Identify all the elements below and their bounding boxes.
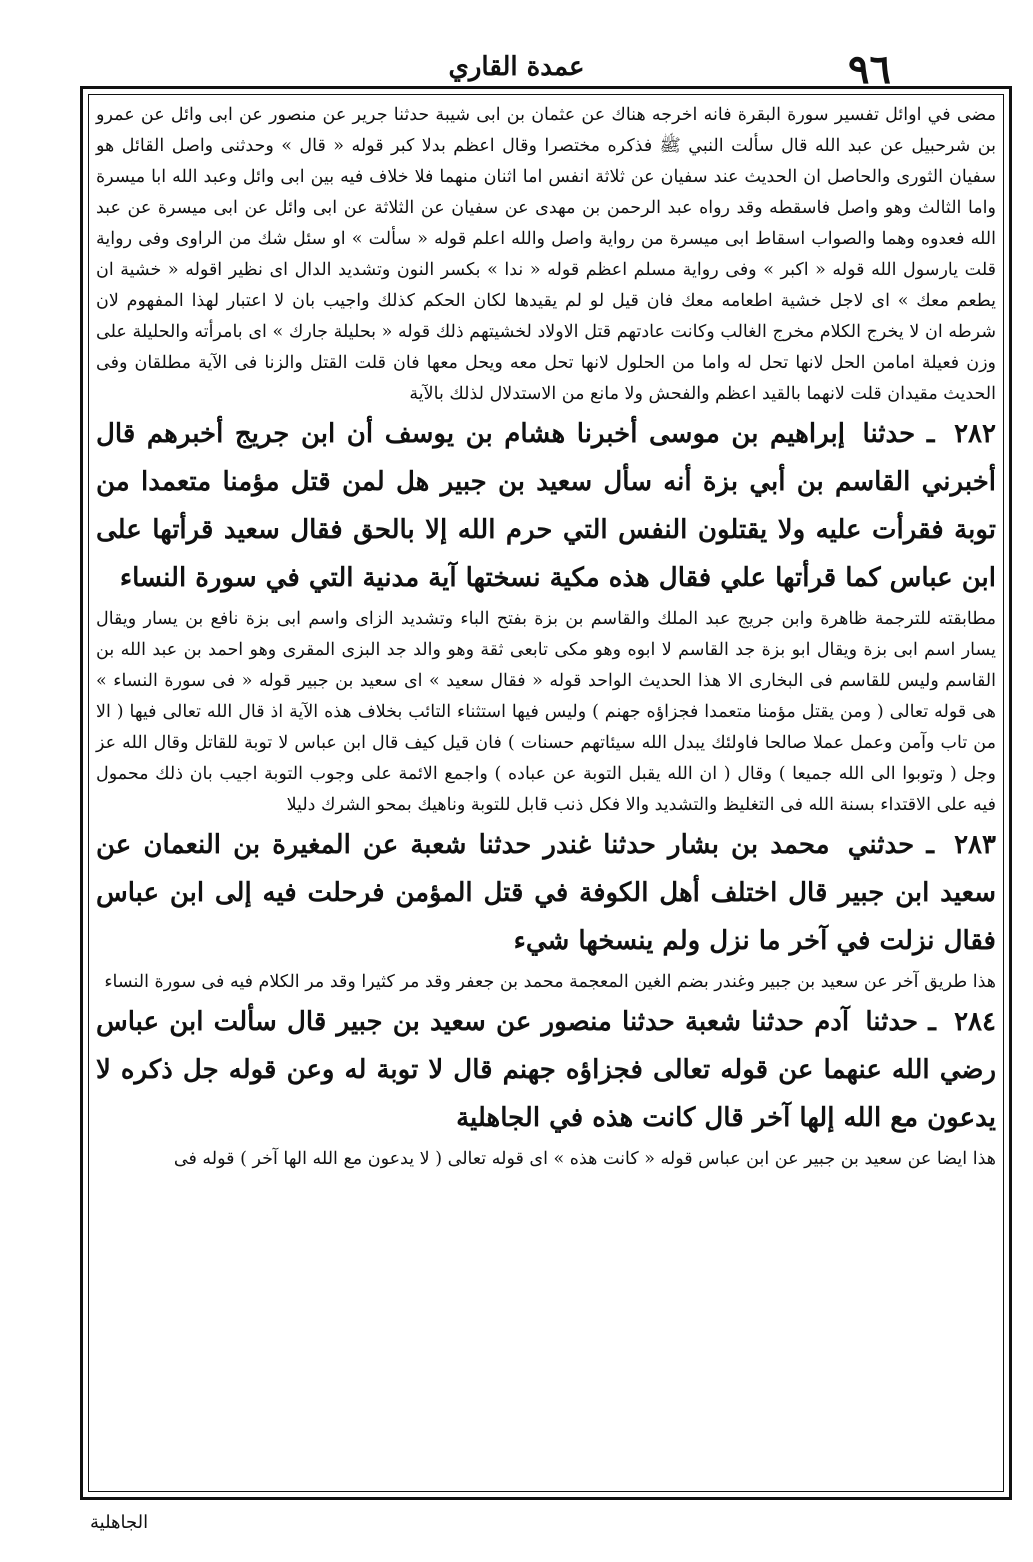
hadith-lead-word: حدثنا: [862, 419, 916, 449]
hadith-text: إبراهيم بن موسى أخبرنا هشام بن يوسف أن ابن جريج أخبرهم قال أخبرني القاسم بن أبي بزة أنه سأل سعيد بن جبير هل لمن قتل مؤمنا متعمدا من توبة فقرأت عليه ولا يقتلون النفس التي حرم الله إلا بالحق فقال سعيد قرأتها على ابن عباس كما قرأتها علي فقال هذه مكية نسختها آية مدنية التي في سورة النساء: [96, 419, 996, 593]
hadith-text: محمد بن بشار حدثنا غندر حدثنا شعبة عن المغيرة بن النعمان عن سعيد ابن جبير قال اختلف أهل الكوفة في قتل المؤمن فرحلت فيه إلى ابن عباس فقال نزلت في آخر ما نزل ولم ينسخها شيء: [96, 830, 996, 956]
page-content: [96, 100, 996, 1484]
catchword: الجاهلية: [90, 1512, 149, 1533]
hadith-number: ٢٨٢: [954, 419, 996, 449]
hadith-lead-word: حدثنا: [865, 1007, 919, 1037]
hadith-number: ٢٨٤: [954, 1007, 996, 1037]
hadith-paragraph: [96, 998, 996, 1142]
hadith-dash: ـ: [926, 419, 935, 449]
page-number: ٩٦: [848, 46, 891, 93]
commentary-paragraph: هذا طريق آخر عن سعيد بن جبير وغندر بضم الغين المعجمة محمد بن جعفر وقد مر كثيرا وقد مر الكلام فيه فى سورة النساء: [104, 972, 996, 992]
hadith-text: آدم حدثنا شعبة حدثنا منصور عن سعيد بن جبير قال سألت ابن عباس رضي الله عنهما عن قوله تعالى فجزاؤه جهنم قال لا توبة له وعن قوله جل ذكره لا يدعون مع الله إلها آخر قال كانت هذه في الجاهلية: [96, 1007, 996, 1133]
commentary-paragraph: مضى في اوائل تفسير سورة البقرة فانه اخرجه هناك عن عثمان بن ابى شيبة حدثنا جرير عن منصور عن ابى وائل عن عمرو بن شرحبيل عن عبد الله قال سألت النبي ﷺ فذكره مختصرا وقال اعظم بدلا كبر قوله « قال » وحدثنى واصل القائل هو سفيان الثورى والحاصل ان الحديث عند سفيان عن ثلاثة انفس اما اثنان منهما فلا خلاف فيه بين ابى وائل وعبد الله ابا ميسرة واما الثالث وهو واصل فاسقطه وقد رواه عبد الرحمن بن مهدى عن سفيان عن الثلاثة عن ابى وائل عن ابى ميسرة عن عبد الله فعدوه وهما والصواب اسقاط ابى ميسرة من رواية واصل والله اعلم قوله « سألت » او سئل شك من الراوى وفى رواية قلت يارسول الله قوله « اكبر » وفى رواية مسلم اعظم قوله « ندا » بكسر النون وتشديد الدال اى نظير اقوله « خشية ان يطعم معك » اى لاجل خشية اطعامه معك فان قيل لو لم يقيدها لكان الحكم كذلك واجيب بان لا اعتبار لهذا المفهوم لان شرطه ان لا يخرج الكلام مخرج الغالب وكانت عادتهم قتل الاولاد لخشيتهم ذلك قوله « بحليلة جارك » اى بامرأته والحليلة على وزن فعيلة امامن الحل لانها تحل له واما من الحلول لانها تحل معه ويحل معها فان قلت القتل والزنا فى الآية مطلقان وفى الحديث مقيدان قلت لانهما بالقيد اعظم والفحش ولا مانع من الاستدلال لذلك بالآية: [96, 105, 996, 404]
running-title: عمدة القاري: [448, 52, 585, 82]
hadith-dash: ـ: [928, 1007, 936, 1037]
hadith-lead-word: حدثني: [847, 830, 915, 860]
hadith-dash: ـ: [926, 830, 934, 860]
hadith-paragraph: [96, 821, 996, 965]
commentary-paragraph: هذا ايضا عن سعيد بن جبير عن ابن عباس قوله « كانت هذه » اى قوله تعالى ( لا يدعون مع الله الها آخر ) قوله فى: [173, 1149, 996, 1169]
commentary-paragraph: مطابقته للترجمة ظاهرة وابن جريج عبد الملك والقاسم بن بزة بفتح الباء وتشديد الزاى واسم ابى بزة نافع بن يسار ويقال يسار اسم ابى بزة ويقال ابو بزة جد القاسم لا ابوه وهو مكى تابعى ثقة وهو والد جد البزى المقرى وهو احمد بن عبد الله بن القاسم وليس للقاسم فى البخارى الا هذا الحديث الواحد قوله « فقال سعيد » اى سعيد بن جبير قوله « فى سورة النساء » هى قوله تعالى ( ومن يقتل مؤمنا متعمدا فجزاؤه جهنم ) وليس فيها استثناء التائب بخلاف هذه الآية اذ قال الله تعالى فيها ( الا من تاب وآمن وعمل عملا صالحا فاولئك يبدل الله سيئاتهم حسنات ) فان قيل كيف قال ابن عباس لا توبة للقاتل وقال الله عز وجل ( وتوبوا الى الله جميعا ) وقال ( ان الله يقبل التوبة عن عباده ) واجمع الائمة على وجوب التوبة اجيب بان ذلك محمول فيه على الاقتداء بسنة الله فى التغليظ والتشديد والا فكل ذنب قابل للتوبة وناهيك بمحو الشرك دليلا: [96, 609, 996, 815]
page-header: [0, 0, 1033, 93]
hadith-paragraph: [96, 410, 996, 602]
hadith-number: ٢٨٣: [954, 830, 996, 860]
